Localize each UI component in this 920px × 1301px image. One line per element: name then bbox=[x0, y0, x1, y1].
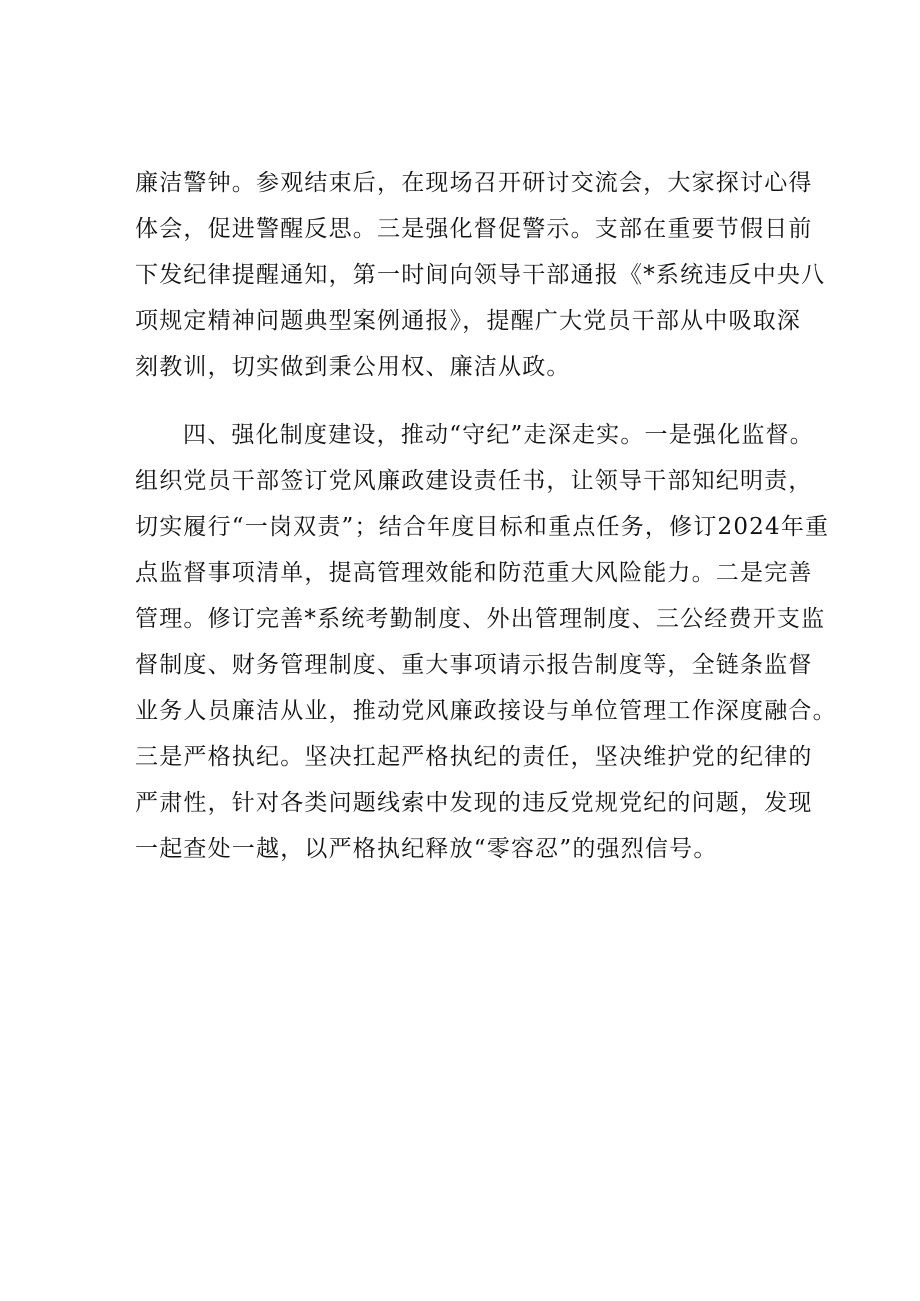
paragraph-line: 督制度、财务管理制度、重大事项请示报告制度等，全链条监督 bbox=[135, 652, 813, 678]
document-body bbox=[135, 160, 837, 872]
paragraph-line: 点监督事项清单，提高管理效能和防范重大风险能力。二是完善 bbox=[135, 560, 813, 586]
paragraph-line: 严肃性，针对各类问题线索中发现的违反党规党纪的问题，发现 bbox=[135, 790, 813, 816]
paragraph-gap bbox=[135, 390, 815, 412]
paragraph-line: 廉洁警钟。参观结束后，在现场召开研讨交流会，大家探讨心得 bbox=[135, 170, 813, 196]
paragraph-1 bbox=[135, 160, 826, 390]
paragraph-line: 刻教训，切实做到秉公用权、廉洁从政。 bbox=[135, 354, 571, 380]
paragraph-line: 管理。修订完善*系统考勤制度、外出管理制度、三公经费开支监 bbox=[135, 606, 826, 632]
paragraph-line: 下发纪律提醒通知，第一时间向领导干部通报《*系统违反中央八 bbox=[135, 262, 826, 288]
paragraph-line: 业务人员廉洁从业，推动党风廉政接设与单位管理工作深度融合。 bbox=[135, 698, 837, 724]
paragraph-line: 切实履行“一岗双责”；结合年度目标和重点任务，修订2024年重 bbox=[135, 514, 830, 540]
paragraph-line: 体会，促进警醒反思。三是强化督促警示。支部在重要节假日前 bbox=[135, 216, 813, 242]
paragraph-line: 一起查处一越，以严格执纪释放“零容忍”的强烈信号。 bbox=[135, 836, 718, 862]
paragraph-2 bbox=[135, 412, 837, 872]
paragraph-line: 三是严格执纪。坚决扛起严格执纪的责任，坚决维护党的纪律的 bbox=[135, 744, 813, 770]
paragraph-line: 四、强化制度建设，推动“守纪”走深走实。一是强化监督。 bbox=[183, 422, 814, 448]
paragraph-line: 组织党员干部签订党风廉政建设责任书，让领导干部知纪明责， bbox=[135, 468, 813, 494]
paragraph-line: 项规定精神问题典型案例通报》，提醒广大党员干部从中吸取深 bbox=[135, 308, 802, 334]
